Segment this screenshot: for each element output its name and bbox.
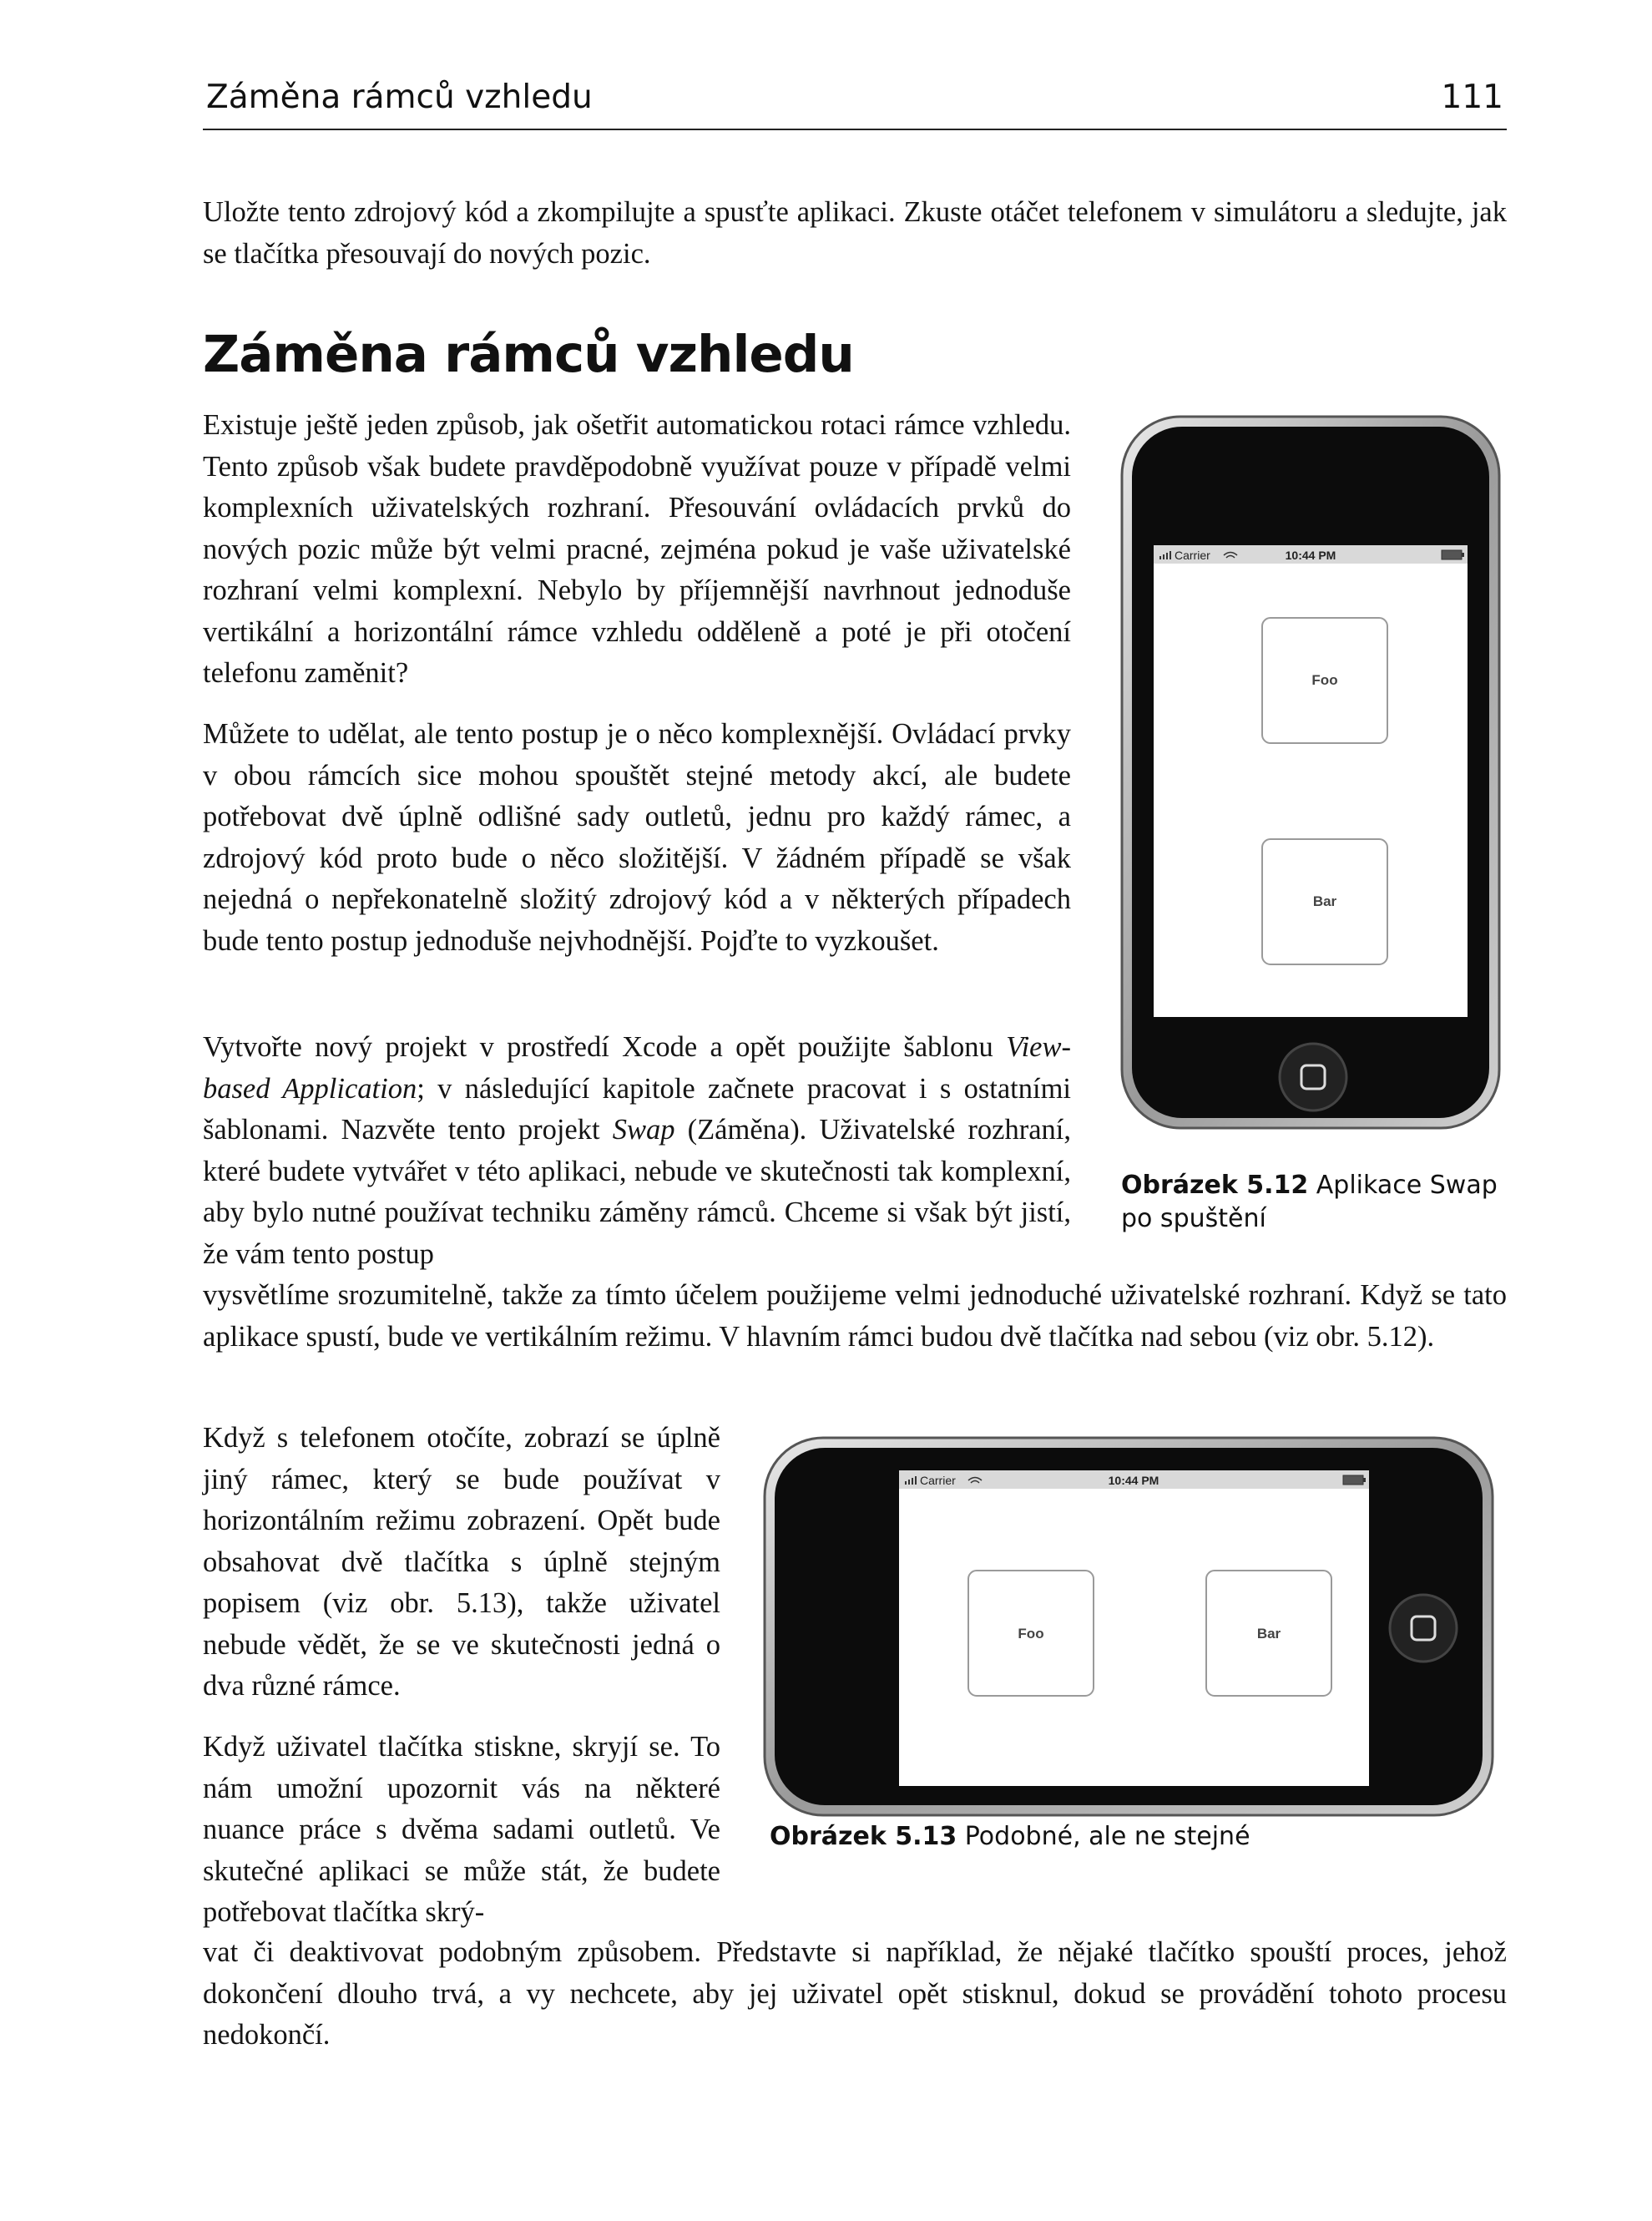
home-button[interactable] xyxy=(1280,1044,1346,1110)
paragraph-3-continued: vysvětlíme srozumitelně, takže za tímto účelem použijeme velmi jednoduché uživatelské rozhraní. Když se tato aplikace spustí, bude ve vertikálním režimu. V hlavním rámci budou dvě tlačítka nad sebou (viz obr. 5.12). xyxy=(203,1279,1507,1353)
carrier-label: Carrier xyxy=(1175,549,1210,562)
page-number: 111 xyxy=(1441,78,1503,116)
carrier-label: Carrier xyxy=(920,1474,956,1487)
paragraph-1: Existuje ještě jeden způsob, jak ošetřit automatickou rotaci rámce vzhledu. Tento způsob však budete pravděpodobně využívat pouze v případě velmi komplexních uživatelských rozhraní. Přesouvání ovládacích prvků do nových pozic může být velmi pracné, zejména pokud je vaše uživatelské rozhraní velmi komplexní. Nebylo by příjemnější navrhnout jednoduše vertikální a horizontální rámce vzhledu odděleně a poté je při otočení telefonu zaměnit? xyxy=(203,409,1071,689)
foo-button-label: Foo xyxy=(1018,1626,1044,1642)
intro-paragraph: Uložte tento zdrojový kód a zkompilujte a spusťte aplikaci. Zkuste otáčet telefonem v simulátoru a sledujte, jak se tlačítka přesouvají do nových pozic. xyxy=(203,196,1507,270)
battery-icon xyxy=(1442,550,1464,559)
phone-landscape-illustration xyxy=(761,1434,1496,1819)
figure-landscape-phone xyxy=(761,1434,1496,1819)
section-title: Záměna rámců vzhledu xyxy=(203,325,854,384)
paragraph-3-text-c: (Záměna). Uživatelské rozhraní, které budete vytvářet v této aplikaci, nebude ve skutečnosti tak komplexní, aby bylo nutné používat techniku záměny rámců. Chceme si však být jistí, že vám tento postup xyxy=(203,1114,1071,1270)
project-name-italic: Swap xyxy=(612,1114,675,1146)
battery-icon xyxy=(1343,1475,1366,1485)
bar-button-label: Bar xyxy=(1312,893,1337,909)
paragraph-3-text-a: Vytvořte nový projekt v prostředí Xcode a opět použijte šablonu xyxy=(203,1031,1007,1063)
figure-portrait-phone xyxy=(1119,413,1503,1131)
figure-5-12-label: Obrázek 5.12 xyxy=(1121,1171,1309,1200)
figure-5-13-caption-text: Podobné, ale ne stejné xyxy=(957,1822,1250,1851)
paragraph-3 xyxy=(203,1027,1071,1275)
foo-button-label: Foo xyxy=(1311,672,1338,688)
status-time: 10:44 PM xyxy=(1285,549,1336,562)
paragraph-5-continued: vat či deaktivovat podobným způsobem. Představte si například, že nějaké tlačítko spouští proces, jehož dokončení dlouho trvá, a vy nechcete, aby jej uživatel opět stisknul, dokud se provádění tohoto procesu nedokončí. xyxy=(203,1936,1507,2051)
figure-5-13-caption xyxy=(770,1820,1521,1854)
figure-5-12-caption xyxy=(1121,1169,1513,1236)
paragraph-5: Když uživatel tlačítka stiskne, skryjí se. To nám umožní upozornit vás na některé nuance práce s dvěma sadami outletů. Ve skutečné aplikaci se může stát, že budete potřebovat tlačítka skrý- xyxy=(203,1731,720,1928)
paragraph-4: Když s telefonem otočíte, zobrazí se úplně jiný rámec, který se bude používat v horizontálním režimu zobrazení. Opět bude obsahovat dvě tlačítka s úplně stejným popisem (viz obr. 5.13), takže uživatel nebude vědět, že se ve skutečnosti jedná o dva různé rámce. xyxy=(203,1422,720,1702)
status-time: 10:44 PM xyxy=(1108,1474,1159,1487)
paragraph-2: Můžete to udělat, ale tento postup je o něco komplexnější. Ovládací prvky v obou rámcích sice mohou spouštět stejné metody akcí, ale budete potřebovat dvě úplně odlišné sady outletů, jednu pro každý rámec, a zdrojový kód proto bude o něco složitější. V žádném případě se však nejedná o nepřekonatelně složitý zdrojový kód a v některých případech bude tento postup jednoduše nejvhodnější. Pojďte to vyzkoušet. xyxy=(203,718,1071,957)
running-header xyxy=(203,73,1507,130)
phone-portrait-illustration xyxy=(1119,413,1503,1131)
paragraph-3-text-b: ; v následující kapitole začnete pracovat i s ostatními šablonami. Nazvěte tento projekt xyxy=(203,1072,1072,1146)
figure-5-12-caption-text: Aplikace Swap po spuštění xyxy=(1121,1171,1498,1233)
home-button[interactable] xyxy=(1390,1595,1457,1662)
template-name-italic: View-based Application xyxy=(203,1031,1071,1105)
running-title: Záměna rámců vzhledu xyxy=(206,78,593,116)
bar-button-label: Bar xyxy=(1256,1626,1281,1642)
figure-5-13-label: Obrázek 5.13 xyxy=(770,1822,957,1851)
